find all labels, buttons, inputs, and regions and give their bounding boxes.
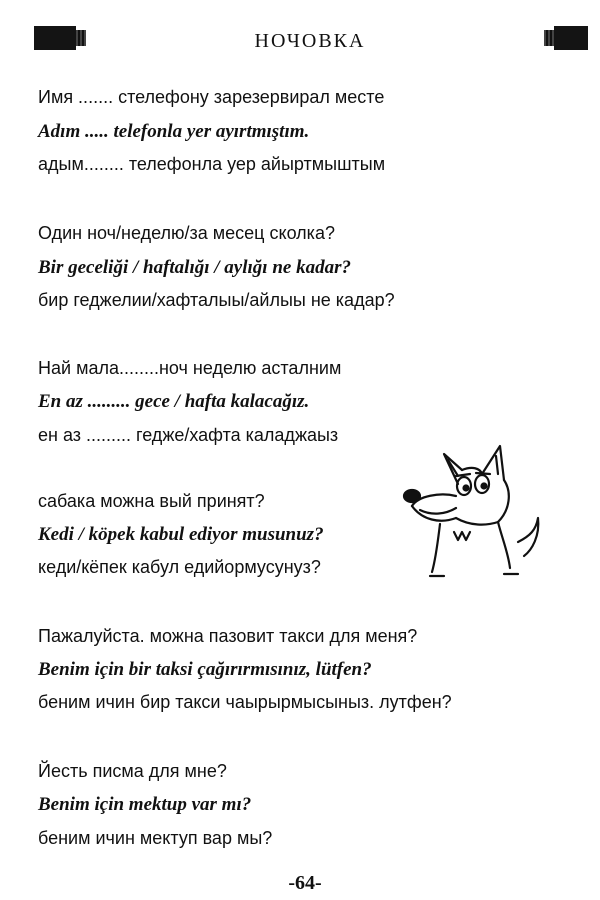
page-number: -64-: [288, 872, 322, 894]
phrase-transcription: адым........ телефонла уер айыртмыштым: [38, 154, 386, 174]
phrase-transcription: беним ичин бир такси чаырырмысыныз. лутфен?: [38, 692, 452, 712]
phrase-russian: Один ноч/неделю/за месец сколка?: [38, 223, 335, 243]
header-decoration-left: [34, 26, 76, 50]
phrase-russian: сабака можна вый принят?: [38, 491, 265, 511]
phrase-russian: Йесть писма для мне?: [38, 761, 227, 781]
phrase-turkish: Benim için bir taksi çağırırmısınız, lütfen?: [38, 659, 372, 680]
cartoon-dog-icon: [400, 440, 560, 585]
phrase-turkish: Benim için mektup var mı?: [38, 794, 252, 815]
phrase-turkish: Kedi / köpek kabul ediyor musunuz?: [38, 524, 324, 545]
phrase-russian: Най мала........ноч неделю асталним: [38, 358, 342, 378]
phrase-transcription: беним ичин мектуп вар мы?: [38, 828, 273, 848]
phrase-turkish: Adım ..... telefonla yer ayırtmıştım.: [38, 121, 310, 142]
phrase-transcription: кеди/кёпек кабул едийормусунуз?: [38, 557, 321, 577]
phrase-transcription: ен аз ......... гедже/хафта каладжаыз: [38, 425, 339, 445]
header-decoration-right: [554, 26, 588, 50]
phrase-transcription: бир геджелии/хафталыы/айлыы не кадар?: [38, 290, 395, 310]
phrase-turkish: En az ......... gece / hafta kalacağız.: [38, 391, 310, 412]
phrase-russian: Имя ....... стелефону зарезервирал месте: [38, 87, 385, 107]
phrase-russian: Пажалуйста. можна пазовит такси для меня?: [38, 626, 418, 646]
page-title: НОЧОВКА: [254, 30, 366, 52]
phrase-turkish: Bir geceliği / haftalığı / aylığı ne kadar?: [38, 257, 351, 278]
